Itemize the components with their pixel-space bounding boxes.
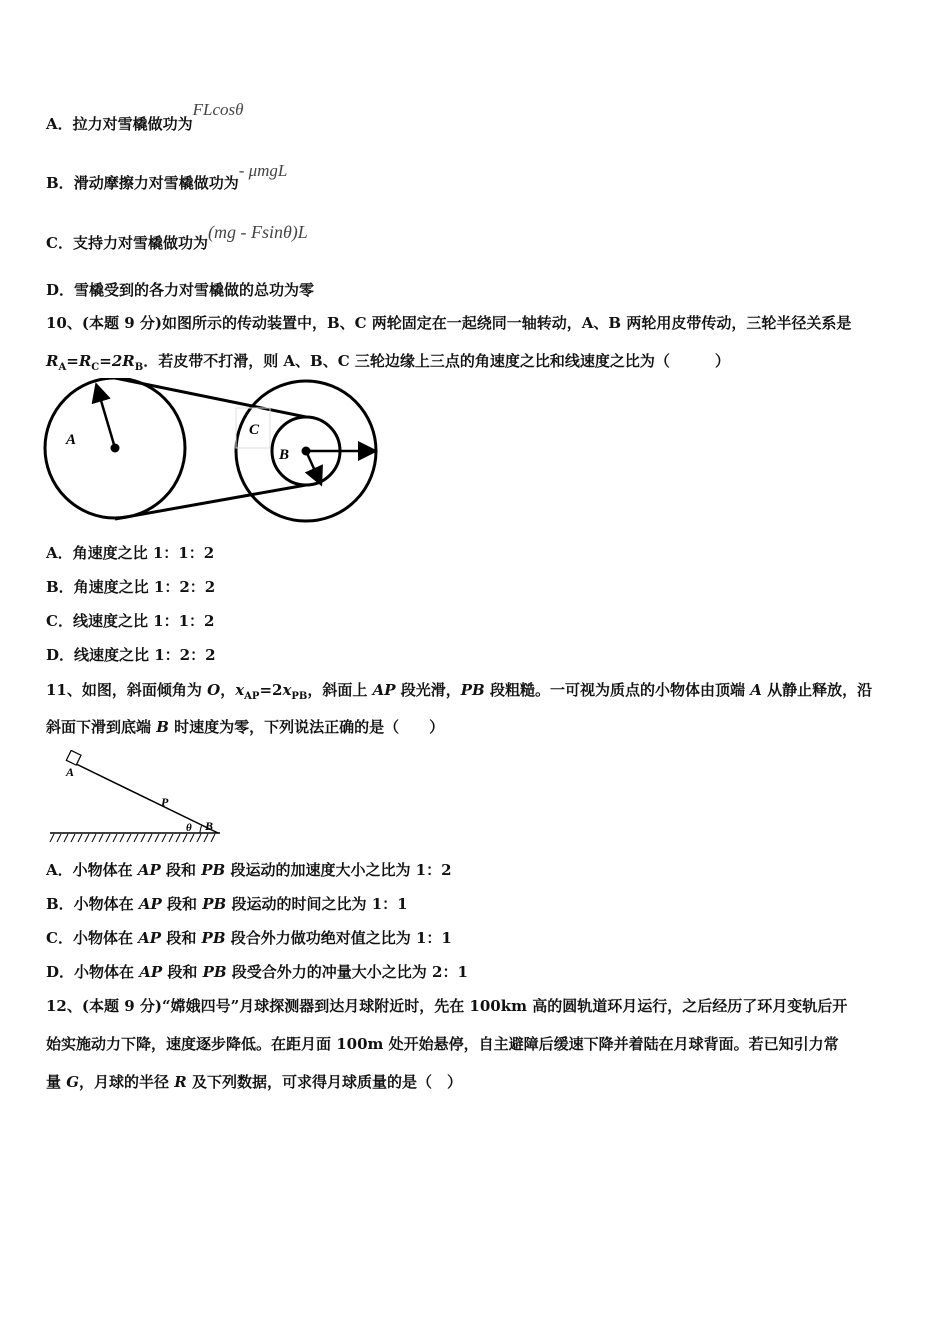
q9-option-b: B．滑动摩擦力对雪橇做功为- μmgL (46, 161, 288, 192)
angle-arc (200, 825, 202, 833)
q9-option-b-formula: - μmgL (238, 161, 288, 180)
q9-option-d: D．雪橇受到的各力对雪橇做的总功为零 (46, 281, 315, 299)
q10-option-a: A．角速度之比 1：1：2 (46, 544, 215, 562)
label-theta: θ (186, 822, 192, 834)
label-a: A (66, 765, 75, 779)
q11-stem-line2: 斜面下滑到底端 B 时速度为零，下列说法正确的是（ ） (46, 718, 445, 736)
q9-option-a: A．拉力对雪橇做功为FLcosθ (46, 100, 244, 133)
q11-stem-line1: 11、如图，斜面倾角为 O，$x_{AP}=2x_{PB}$，斜面上 AP 段光滑，PB 段粗糙。一可视为质点的小物体由顶端 A 从静止释放，沿 (46, 681, 873, 702)
q9-option-c: C．支持力对雪橇做功为(mg - Fsinθ)L (46, 222, 308, 252)
q11-option-d: D．小物体在 AP 段和 PB 段受合外力的冲量大小之比为 2：1 (46, 963, 468, 981)
q10-stem-line2: $R_A=R_C=2R_B$．若皮带不打滑，则 A、B、C 三轮边缘上三点的角速度之比和线速度之比为（ ） (46, 352, 730, 373)
incline-diagram (48, 750, 228, 850)
ground-hatching (50, 834, 215, 842)
label-b: B (205, 819, 214, 833)
q10-stem-line1: 10、(本题 9 分)如图所示的传动装置中，B、C 两轮固定在一起绕同一轴转动，A、B 两轮用皮带传动，三轮半径关系是 (46, 314, 852, 332)
q10-option-d: D．线速度之比 1：2：2 (46, 646, 216, 664)
label-c: C (249, 422, 260, 438)
radius-arrow-b (306, 451, 320, 482)
q11-option-c: C．小物体在 AP 段和 PB 段合外力做功绝对值之比为 1：1 (46, 929, 452, 947)
q12-stem-line1: 12、(本题 9 分)“嫦娥四号”月球探测器到达月球附近时，先在 100km 高的圆轨道环月运行，之后经历了环月变轨后开 (46, 997, 848, 1015)
belt-top (115, 378, 306, 417)
q10-option-b: B．角速度之比 1：2：2 (46, 578, 216, 596)
q12-stem-line3: 量 G，月球的半径 R 及下列数据，可求得月球质量的是（ ） (46, 1073, 462, 1091)
q11-option-a: A．小物体在 AP 段和 PB 段运动的加速度大小之比为 1：2 (46, 861, 452, 879)
q9-option-c-formula: (mg - Fsinθ)L (207, 222, 308, 242)
q9-option-a-formula: FLcosθ (192, 100, 244, 119)
small-block (66, 750, 81, 765)
label-b: B (279, 447, 290, 463)
label-a: A (66, 432, 77, 448)
q10-option-c: C．线速度之比 1：1：2 (46, 612, 215, 630)
q11-option-b: B．小物体在 AP 段和 PB 段运动的时间之比为 1：1 (46, 895, 408, 913)
q12-stem-line2: 始实施动力下降，速度逐步降低。在距月面 100m 处开始悬停，自主避障后缓速下降并着陆在月球背面。若已知引力常 (46, 1035, 839, 1053)
label-p: P (161, 795, 169, 809)
incline-surface (72, 762, 218, 833)
belt-drive-diagram (40, 378, 385, 528)
radius-arrow-a (97, 387, 115, 448)
